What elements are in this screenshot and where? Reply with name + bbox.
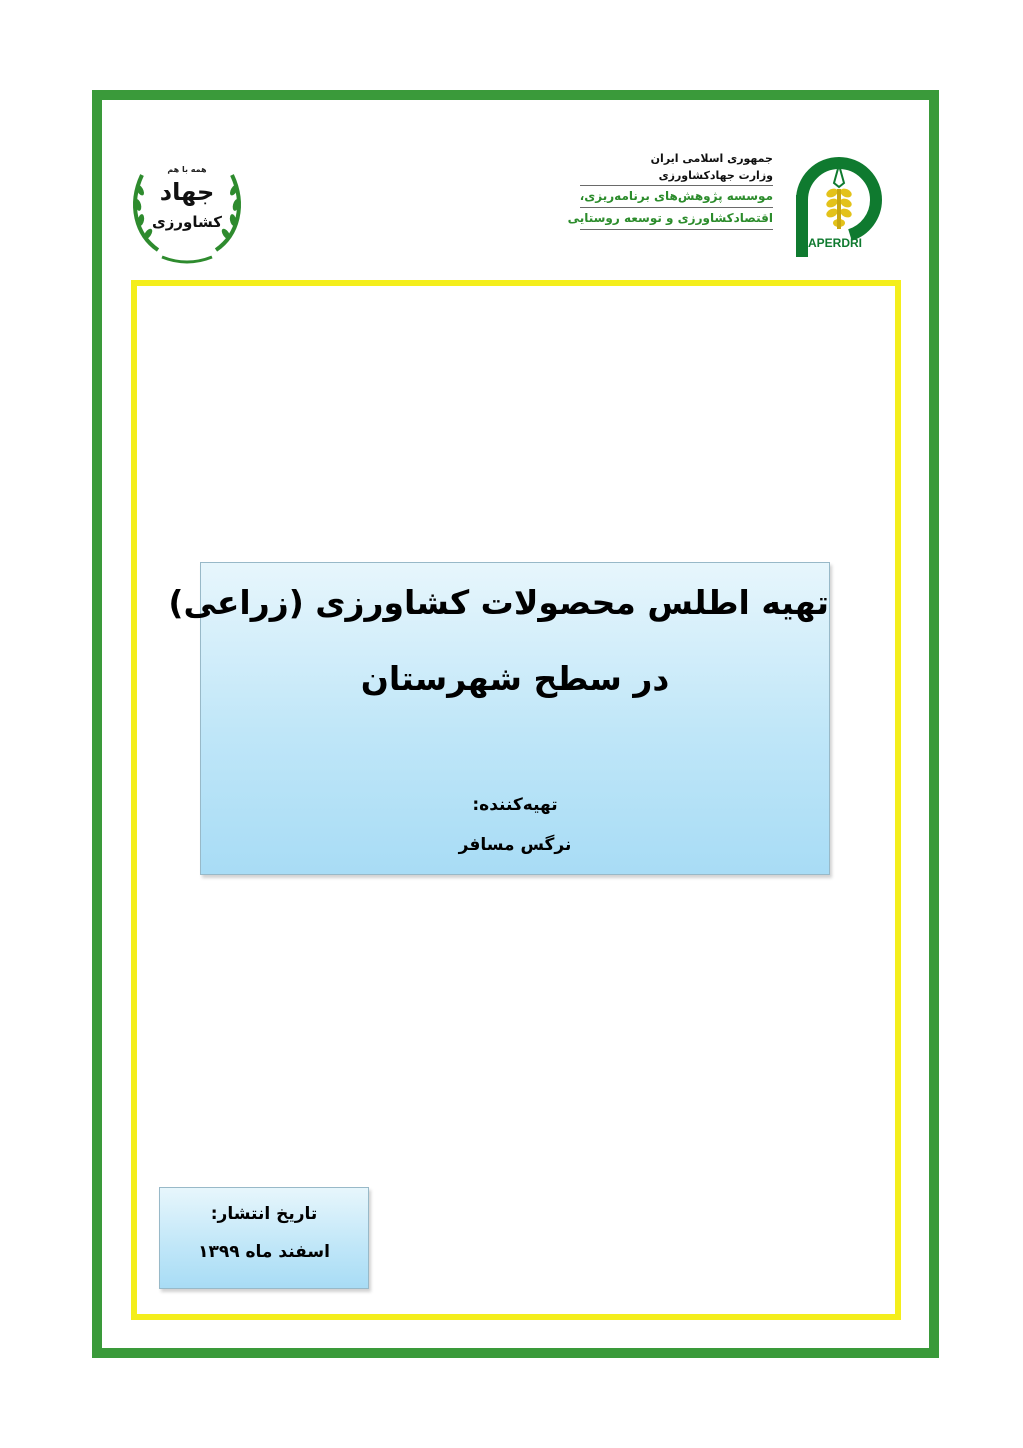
- divider: [580, 229, 773, 230]
- divider: [580, 185, 773, 186]
- divider: [580, 207, 773, 208]
- publication-date-value: اسفند ماه ۱۳۹۹: [198, 1242, 330, 1262]
- institute-name-line2: اقتصادکشاورزی و توسعه روستایی: [567, 211, 773, 225]
- jahad-keshavarzi-logo: [128, 145, 246, 270]
- institute-header: [567, 150, 773, 231]
- country-name: جمهوری اسلامی ایران: [650, 152, 773, 165]
- publication-date-box: [159, 1187, 369, 1289]
- title-box: [168, 562, 830, 875]
- aperdri-label: APERDRI: [808, 236, 863, 250]
- document-title-line1: تهیه اطلس محصولات کشاورزی (زراعی): [168, 583, 829, 622]
- logo-sub-text: کشاورزی: [152, 213, 222, 231]
- logo-main-text: جهاد: [159, 178, 215, 206]
- wheat-wreath-icon: [128, 145, 246, 270]
- institute-name-line1: موسسه پژوهش‌های برنامه‌ریزی،: [579, 189, 773, 203]
- ministry-name: وزارت جهادکشاورزی: [658, 169, 773, 182]
- author-label: تهیه‌کننده:: [472, 795, 558, 815]
- logo-slogan: همه با هم: [167, 165, 207, 174]
- document-title-line2: در سطح شهرستان: [360, 659, 670, 698]
- publication-date-label: تاریخ انتشار:: [210, 1204, 318, 1224]
- author-name: نرگس مسافر: [458, 835, 572, 855]
